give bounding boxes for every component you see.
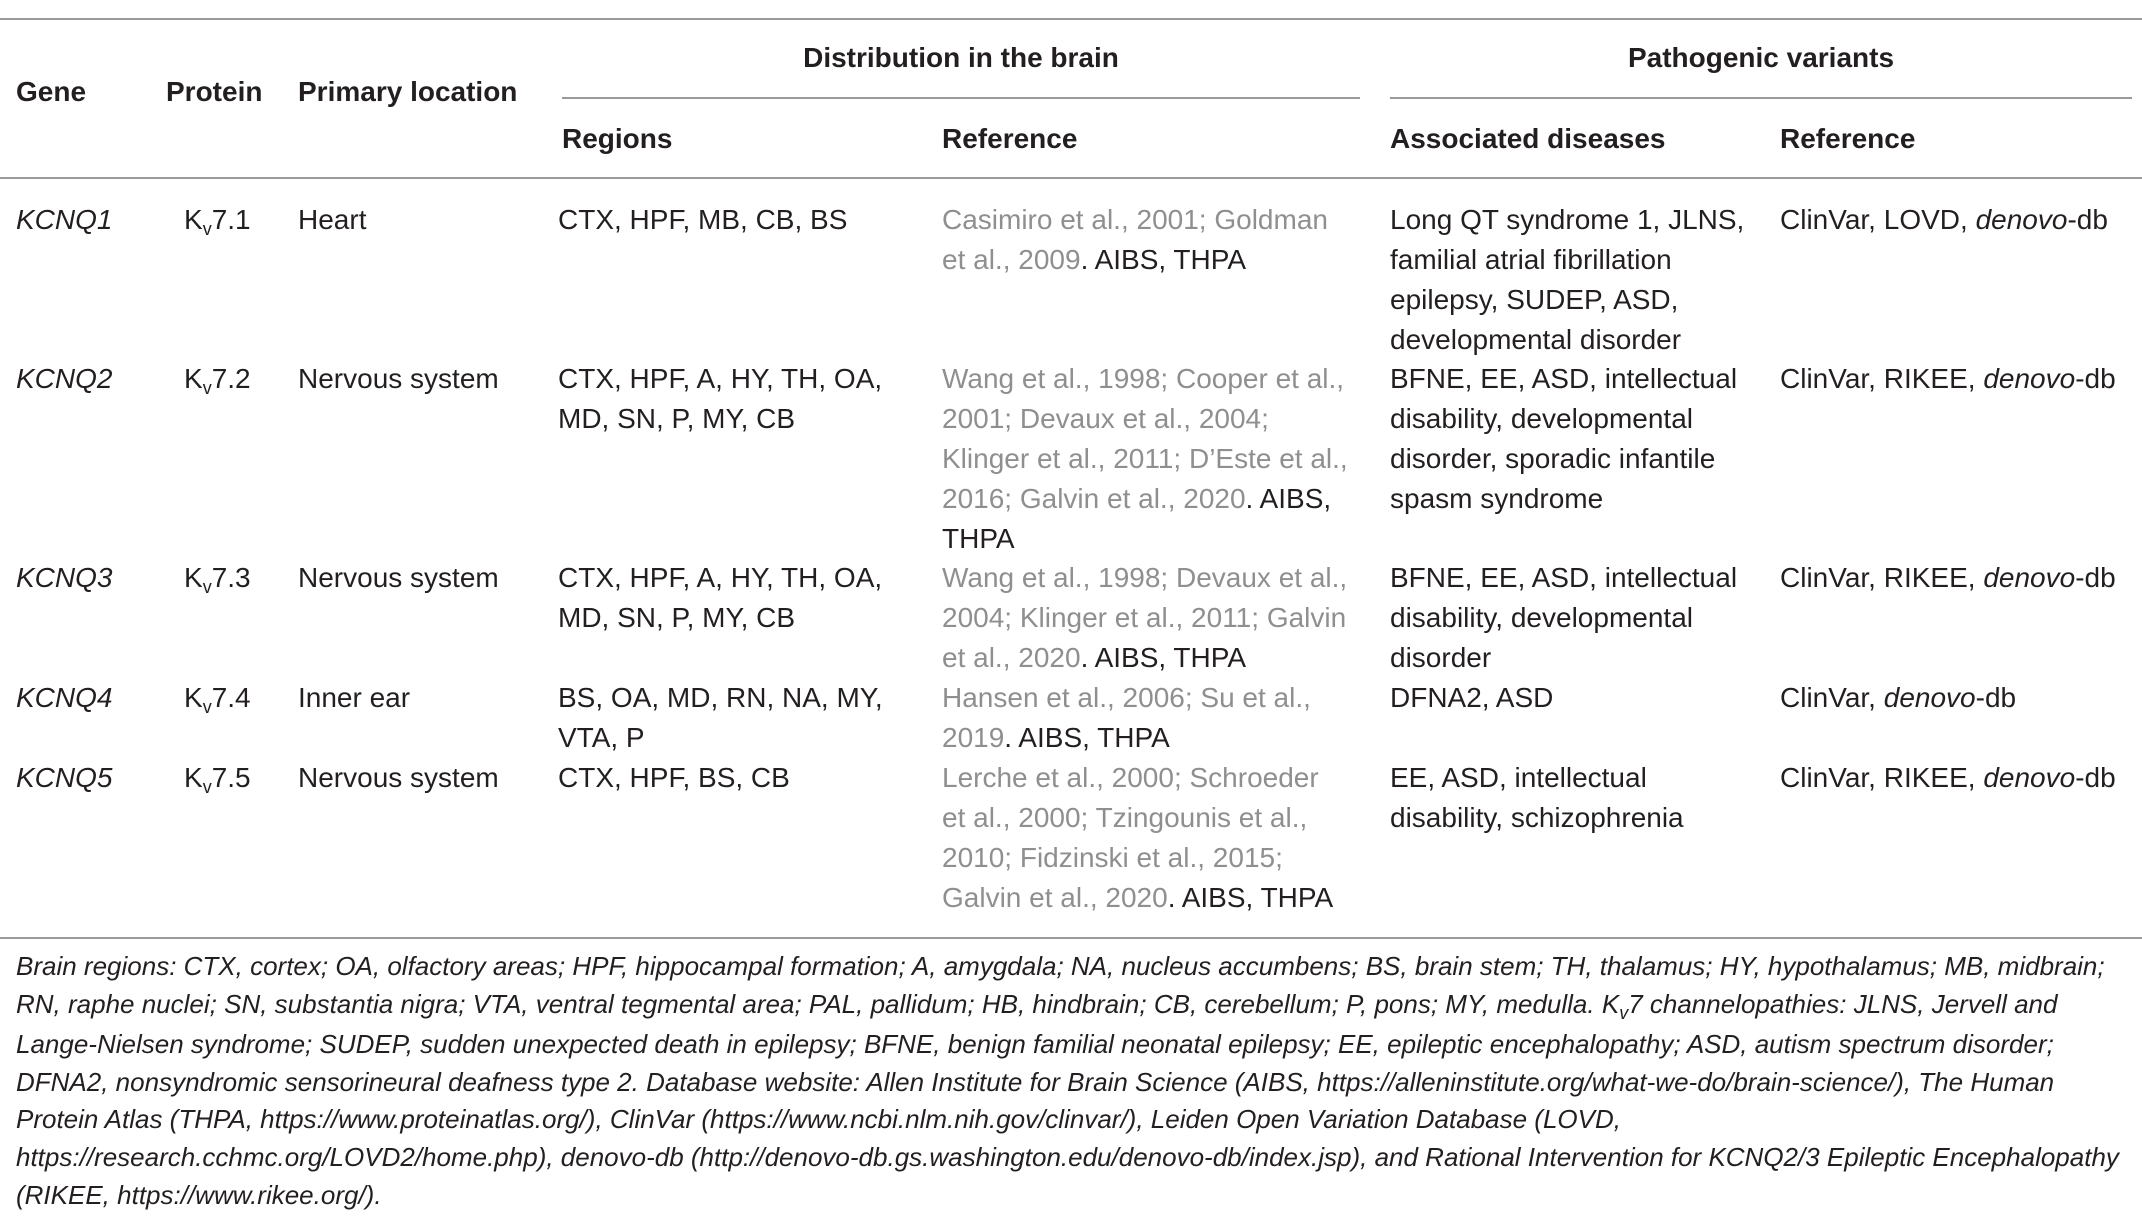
variant-reference-italic: denovo bbox=[1975, 204, 2068, 235]
gene-name: KCNQ4 bbox=[16, 682, 113, 713]
reference-database: . AIBS, bbox=[1245, 483, 1332, 514]
protein-subscript: v bbox=[202, 378, 212, 398]
reference-line bbox=[942, 678, 1311, 718]
variant-reference-text: ClinVar, bbox=[1780, 682, 1884, 713]
associated-disease-line: DFNA2, ASD bbox=[1390, 682, 1554, 713]
brain-regions-line: CTX, HPF, MB, CB, BS bbox=[558, 204, 848, 235]
primary-location: Nervous system bbox=[298, 363, 499, 394]
reference-database: . AIBS, THPA bbox=[1080, 642, 1247, 673]
protein-prefix: K bbox=[184, 682, 203, 713]
protein-prefix: K bbox=[184, 762, 203, 793]
primary-location: Nervous system bbox=[298, 562, 499, 593]
reference-citation: Wang et al., 1998; Devaux et al., bbox=[942, 562, 1348, 593]
reference-line bbox=[942, 479, 1331, 519]
variant-reference bbox=[1780, 200, 2108, 240]
variant-reference-tail: -db bbox=[1975, 682, 2017, 713]
primary-location: Heart bbox=[298, 204, 367, 235]
reference-database: . AIBS, THPA bbox=[1080, 244, 1247, 275]
header-associated-diseases: Associated diseases bbox=[1390, 123, 1666, 154]
gene-name: KCNQ3 bbox=[16, 562, 113, 593]
protein-name bbox=[184, 200, 251, 243]
reference-citation: Klinger et al., 2011; D’Este et al., bbox=[942, 443, 1348, 474]
variant-reference bbox=[1780, 678, 2016, 718]
reference-line bbox=[942, 399, 1269, 439]
protein-prefix: K bbox=[184, 562, 203, 593]
reference-citation: Lerche et al., 2000; Schroeder bbox=[942, 762, 1319, 793]
reference-line bbox=[942, 439, 1348, 479]
variant-reference bbox=[1780, 359, 2116, 399]
pathogenic-underline bbox=[1390, 97, 2132, 99]
protein-suffix: 7.3 bbox=[211, 562, 251, 593]
associated-disease-line: familial atrial fibrillation bbox=[1390, 244, 1672, 275]
protein-subscript: v bbox=[202, 777, 212, 797]
header-distribution: Distribution in the brain bbox=[803, 42, 1119, 73]
variant-reference-text: ClinVar, RIKEE, bbox=[1780, 762, 1984, 793]
reference-line bbox=[942, 359, 1344, 399]
brain-regions-line: CTX, HPF, A, HY, TH, OA, bbox=[558, 363, 883, 394]
variant-reference-italic: denovo bbox=[1983, 762, 2076, 793]
top-rule bbox=[0, 18, 2142, 20]
variant-reference-italic: denovo bbox=[1983, 562, 2076, 593]
reference-line bbox=[942, 240, 1246, 280]
reference-citation: 2004; Klinger et al., 2011; Galvin bbox=[942, 602, 1347, 633]
variant-reference-text: ClinVar, LOVD, bbox=[1780, 204, 1976, 235]
protein-name bbox=[184, 359, 251, 402]
associated-disease-line: disability, schizophrenia bbox=[1390, 802, 1684, 833]
reference-citation: et al., 2000; Tzingounis et al., bbox=[942, 802, 1308, 833]
footnote-part2: 7 channelopathies: JLNS, Jervell and Lange-Nielsen syndrome; SUDEP, sudden unexpected death in epilepsy; BFNE, benign familial neonatal epilepsy; EE, epileptic encephalopathy; ASD, autism spectrum disorder; DFNA2, nonsyndromic sensorineural deafness type 2. Database website: Allen Institute for Brain Science (AIBS, https://alleninstitute.org/what-we-do/brain-science/), The Human Protein Atlas (THPA, https://www.proteinatlas.org/), ClinVar (https://www.ncbi.nlm.nih.gov/clinvar/), Leiden Open Variation Database (LOVD, https://research.cchmc.org/LOVD2/home.php), denovo-db (http://denovo-db.gs.washington.edu/denovo-db/index.jsp), and Rational Intervention for KCNQ2/3 Epileptic Encephalopathy (RIKEE, https://www.rikee.org/). bbox=[16, 988, 2119, 1210]
protein-name bbox=[184, 678, 251, 721]
header-protein: Protein bbox=[166, 76, 263, 107]
reference-line bbox=[942, 598, 1346, 638]
variant-reference bbox=[1780, 558, 2116, 598]
reference-citation: Hansen et al., 2006; Su et al., bbox=[942, 682, 1311, 713]
variant-reference-tail: -db bbox=[2075, 762, 2116, 793]
associated-disease-line: Long QT syndrome 1, JLNS, bbox=[1390, 204, 1745, 235]
reference-citation: Casimiro et al., 2001; Goldman bbox=[942, 204, 1328, 235]
reference-citation: et al., 2009 bbox=[942, 244, 1081, 275]
reference-citation: Wang et al., 1998; Cooper et al., bbox=[942, 363, 1345, 394]
primary-location: Nervous system bbox=[298, 762, 499, 793]
reference-citation: 2010; Fidzinski et al., 2015; bbox=[942, 842, 1283, 873]
brain-regions-line: MD, SN, P, MY, CB bbox=[558, 403, 796, 434]
reference-line bbox=[942, 200, 1328, 240]
header-reference: Reference bbox=[942, 123, 1078, 154]
associated-disease-line: BFNE, EE, ASD, intellectual bbox=[1390, 363, 1738, 394]
reference-line bbox=[942, 558, 1347, 598]
brain-regions-line: CTX, HPF, BS, CB bbox=[558, 762, 790, 793]
associated-disease-line: disability, developmental bbox=[1390, 602, 1693, 633]
protein-name bbox=[184, 758, 251, 801]
header-primary-location: Primary location bbox=[298, 76, 518, 107]
brain-regions-line: BS, OA, MD, RN, NA, MY, bbox=[558, 682, 883, 713]
associated-disease-line: spasm syndrome bbox=[1390, 483, 1604, 514]
gene-name: KCNQ2 bbox=[16, 363, 113, 394]
protein-suffix: 7.1 bbox=[211, 204, 251, 235]
protein-prefix: K bbox=[184, 204, 203, 235]
gene-name: KCNQ5 bbox=[16, 762, 113, 793]
variant-reference-tail: -db bbox=[2075, 562, 2116, 593]
table-bottom-rule bbox=[0, 937, 2142, 939]
reference-citation: 2016; Galvin et al., 2020 bbox=[942, 483, 1246, 514]
reference-citation: 2019 bbox=[942, 722, 1005, 753]
protein-subscript: v bbox=[202, 697, 212, 717]
header-bottom-rule bbox=[0, 177, 2142, 179]
associated-disease-line: developmental disorder bbox=[1390, 324, 1682, 355]
reference-database: . AIBS, THPA bbox=[1167, 882, 1334, 913]
primary-location: Inner ear bbox=[298, 682, 411, 713]
protein-subscript: v bbox=[202, 577, 212, 597]
protein-suffix: 7.2 bbox=[211, 363, 251, 394]
associated-disease-line: EE, ASD, intellectual bbox=[1390, 762, 1647, 793]
protein-suffix: 7.5 bbox=[211, 762, 251, 793]
brain-regions-line: MD, SN, P, MY, CB bbox=[558, 602, 796, 633]
reference-line bbox=[942, 758, 1319, 798]
gene-name: KCNQ1 bbox=[16, 204, 113, 235]
variant-reference-tail: -db bbox=[2067, 204, 2108, 235]
associated-disease-line: epilepsy, SUDEP, ASD, bbox=[1390, 284, 1679, 315]
reference-citation: et al., 2020 bbox=[942, 642, 1081, 673]
variant-reference-text: ClinVar, RIKEE, bbox=[1780, 363, 1984, 394]
variant-reference-italic: denovo bbox=[1883, 682, 1976, 713]
associated-disease-line: disorder bbox=[1390, 642, 1492, 673]
associated-disease-line: disorder, sporadic infantile bbox=[1390, 443, 1716, 474]
reference-database: THPA bbox=[942, 523, 1015, 554]
protein-suffix: 7.4 bbox=[211, 682, 251, 713]
reference-line bbox=[942, 718, 1170, 758]
variant-reference-tail: -db bbox=[2075, 363, 2116, 394]
header-variant-reference: Reference bbox=[1780, 123, 1916, 154]
header-pathogenic: Pathogenic variants bbox=[1627, 42, 1895, 73]
reference-citation: Galvin et al., 2020 bbox=[942, 882, 1168, 913]
header-gene: Gene bbox=[16, 76, 87, 107]
protein-name bbox=[184, 558, 251, 601]
variant-reference bbox=[1780, 758, 2116, 798]
reference-line bbox=[942, 878, 1333, 918]
protein-subscript: v bbox=[202, 219, 212, 239]
reference-line bbox=[942, 638, 1246, 678]
reference-line bbox=[942, 838, 1283, 878]
header-regions: Regions bbox=[562, 123, 673, 154]
distribution-underline bbox=[562, 97, 1360, 99]
footnote-subscript: v bbox=[1619, 1002, 1629, 1023]
footnote-part1: Brain regions: CTX, cortex; OA, olfactory areas; HPF, hippocampal formation; A, amygdala; NA, nucleus accumbens; BS, brain stem; TH, thalamus; HY, hypothalamus; MB, midbrain; RN, raphe nuclei; SN, substantia nigra; VTA, ventral tegmental area; PAL, pallidum; HB, hindbrain; CB, cerebellum; P, pons; MY, medulla. K bbox=[16, 951, 2105, 1019]
table-footnote bbox=[16, 948, 2121, 1214]
variant-reference-italic: denovo bbox=[1983, 363, 2076, 394]
reference-line bbox=[942, 519, 1015, 559]
associated-disease-line: disability, developmental bbox=[1390, 403, 1693, 434]
reference-database: . AIBS, THPA bbox=[1004, 722, 1170, 753]
associated-disease-line: BFNE, EE, ASD, intellectual bbox=[1390, 562, 1738, 593]
brain-regions-line: VTA, P bbox=[558, 722, 645, 753]
protein-prefix: K bbox=[184, 363, 203, 394]
reference-citation: 2001; Devaux et al., 2004; bbox=[942, 403, 1269, 434]
brain-regions-line: CTX, HPF, A, HY, TH, OA, bbox=[558, 562, 883, 593]
variant-reference-text: ClinVar, RIKEE, bbox=[1780, 562, 1984, 593]
reference-line bbox=[942, 798, 1307, 838]
